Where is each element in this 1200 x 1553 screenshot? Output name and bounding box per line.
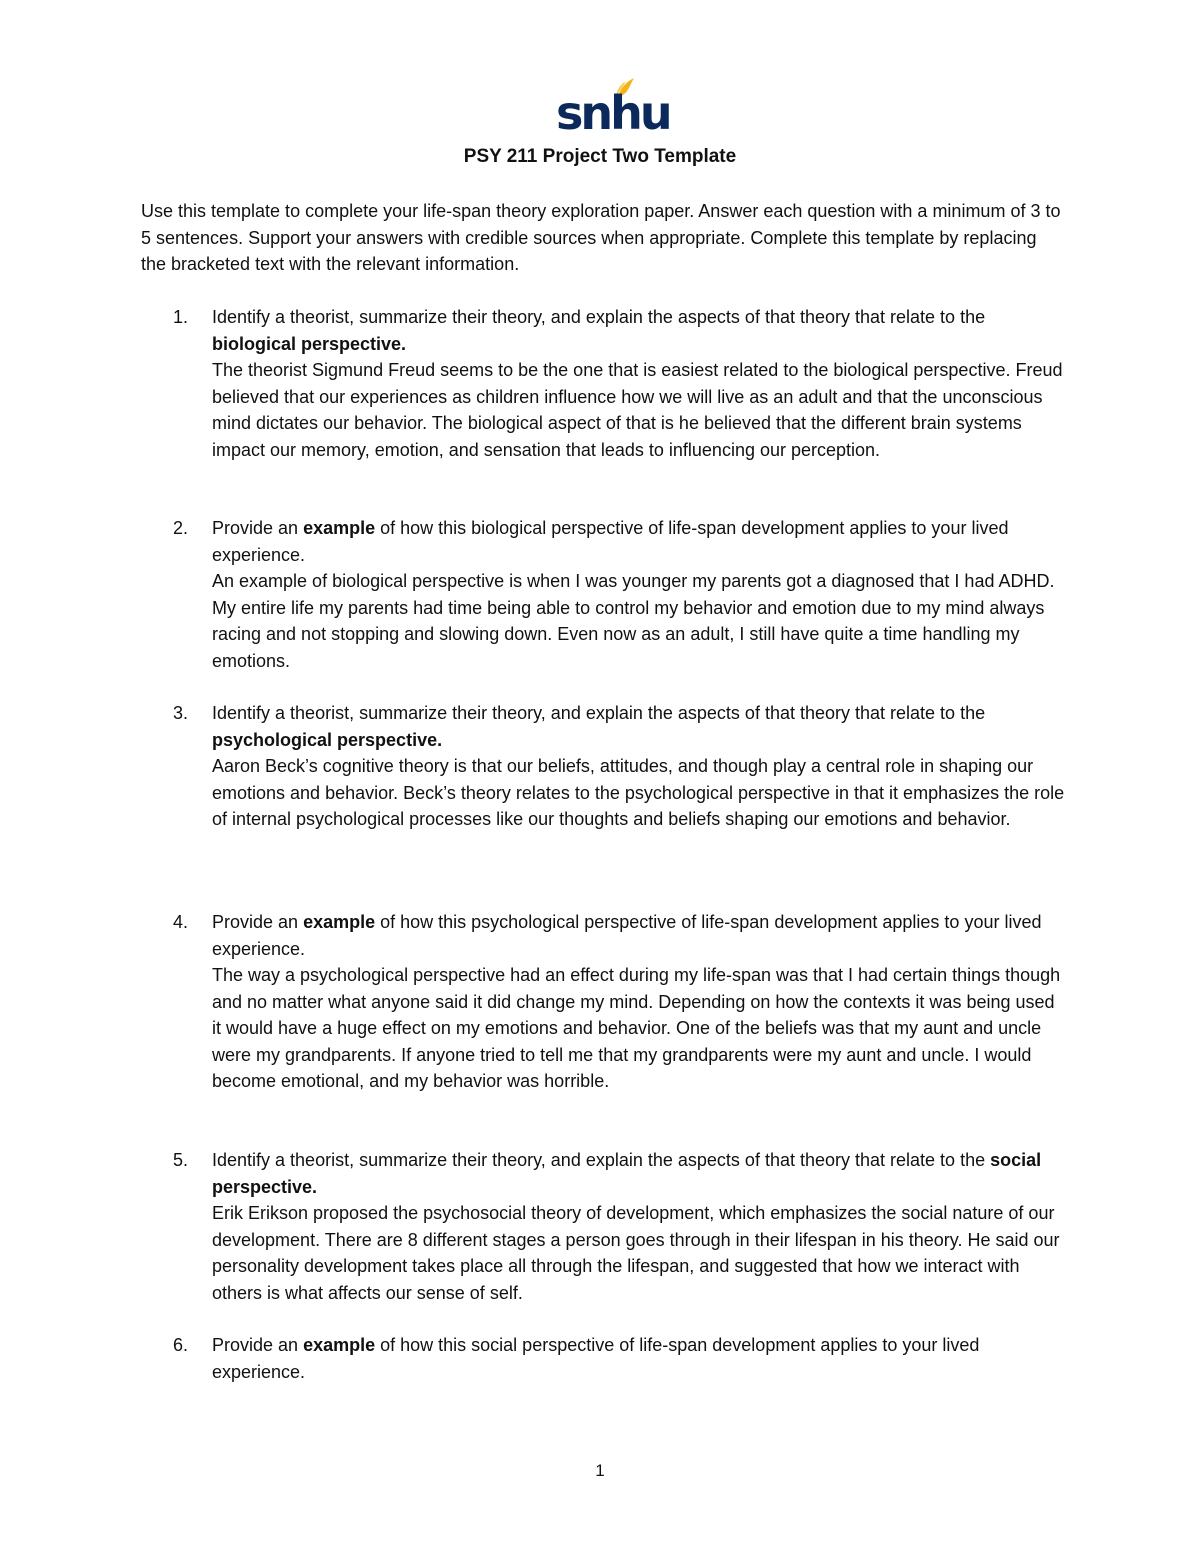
question-item-3 <box>141 700 1066 833</box>
question-item-4 <box>141 909 1066 1095</box>
question-answer: Aaron Beck’s cognitive theory is that our beliefs, attitudes, and though play a central role in shaping our emotions and behavior. Beck’s theory relates to the psychological perspective in that it emphasizes the role of internal psychological processes like our thoughts and beliefs shaping our emotions and behavior. <box>212 756 1065 829</box>
question-prompt: Provide an <box>212 518 304 538</box>
intro-paragraph: Use this template to complete your life-span theory exploration paper. Answer each question with a minimum of 3 to 5 sentences. Support your answers with credible sources when appropriate. Complete this template by replacing the bracketed text with the relevant information. <box>141 201 1061 274</box>
question-item-5 <box>141 1147 1066 1306</box>
question-prompt: Provide an <box>212 912 304 932</box>
question-prompt-bold: psychological perspective. <box>212 729 443 750</box>
page-number: 1 <box>595 1461 605 1480</box>
question-answer: An example of biological perspective is when I was younger my parents got a diagnosed that I had ADHD. My entire life my parents had time being able to control my behavior and emotion due to my mind always racing and not stopping and slowing down. Even now as an adult, I still have quite a time handling my emotions. <box>212 571 1055 671</box>
page-title: PSY 211 Project Two Template <box>463 146 737 167</box>
question-answer: The way a psychological perspective had an effect during my life-span was that I had certain things though and no matter what anyone said it did change my mind. Depending on how the contexts it was being used it would have a huge effect on my emotions and behavior. One of the beliefs was that my aunt and uncle were my grandparents. If anyone tried to tell me that my grandparents were my aunt and uncle. I would become emotional, and my behavior was horrible. <box>212 965 1061 1091</box>
question-prompt-bold: example <box>303 1335 376 1355</box>
question-prompt-end: of how this social perspective of life-span development applies to your lived experience. <box>212 1335 980 1382</box>
question-number: 3. <box>173 703 189 723</box>
logo-wordmark: snhu <box>556 86 670 140</box>
question-prompt: Identify a theorist, summarize their theory, and explain the aspects of that theory that relate to the <box>212 307 986 327</box>
question-prompt-bold: social perspective. <box>212 1150 1042 1197</box>
question-prompt: Identify a theorist, summarize their theory, and explain the aspects of that theory that relate to the <box>212 703 986 723</box>
question-item-1 <box>141 304 1066 463</box>
question-number: 2. <box>173 518 189 538</box>
question-prompt-end: of how this psychological perspective of life-span development applies to your lived experience. <box>212 912 1042 959</box>
question-item-6 <box>141 1332 1066 1385</box>
snhu-logo <box>554 74 670 140</box>
question-answer: The theorist Sigmund Freud seems to be the one that is easiest related to the biological perspective. Freud believed that our experiences as children influence how we will live as an adult and that the unconscious mind dictates our behavior. The biological aspect of that is he believed that the different brain systems impact our memory, emotion, and sensation that leads to influencing our perception. <box>212 360 1063 460</box>
question-prompt-bold: example <box>303 518 376 538</box>
question-number: 6. <box>173 1335 189 1355</box>
question-number: 5. <box>173 1150 189 1170</box>
question-prompt-bold: example <box>303 912 376 932</box>
question-number: 1. <box>173 307 189 327</box>
question-answer: Erik Erikson proposed the psychosocial theory of development, which emphasizes the social nature of our development. There are 8 different stages a person goes through in their lifespan in his theory. He said our personality development takes place all through the lifespan, and suggested that how we interact with others is what affects our sense of self. <box>212 1203 1060 1303</box>
question-prompt: Provide an <box>212 1335 304 1355</box>
question-number: 4. <box>173 912 189 932</box>
question-prompt: Identify a theorist, summarize their theory, and explain the aspects of that theory that relate to the <box>212 1150 991 1170</box>
question-prompt-end: of how this biological perspective of life-span development applies to your lived experience. <box>212 518 1009 565</box>
question-item-2 <box>141 515 1066 674</box>
question-prompt-bold: biological perspective. <box>212 333 407 354</box>
